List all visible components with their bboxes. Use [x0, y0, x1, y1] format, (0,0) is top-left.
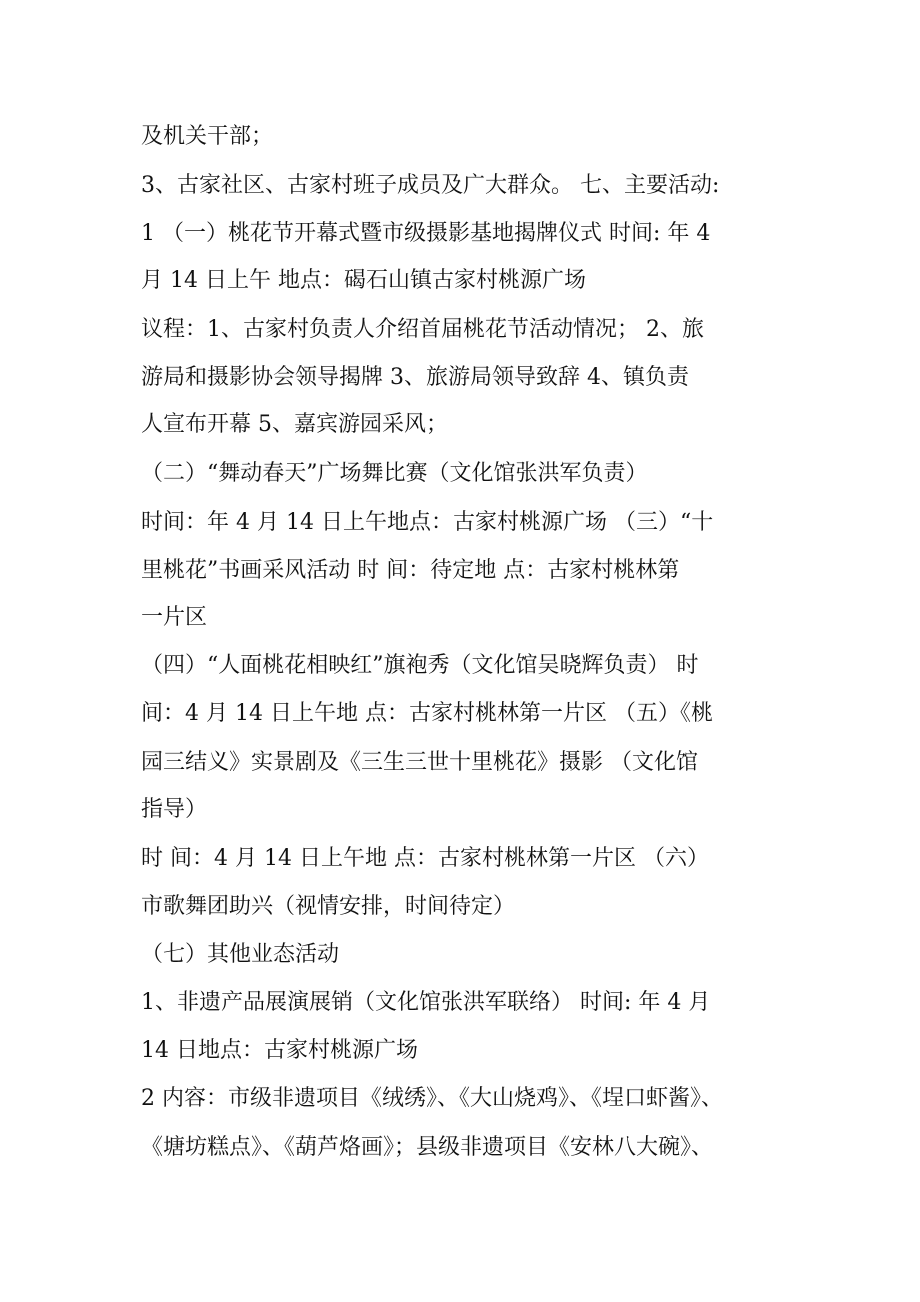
text-line: 人宣布开幕 5、嘉宾游园采风； — [141, 412, 448, 437]
text-line: 月 14 日上午 地点：碣石山镇古家村桃源广场 — [141, 268, 586, 293]
text-line: 1 （一）桃花节开幕式暨市级摄影基地揭牌仪式 时间: 年 4 — [141, 221, 711, 246]
text-line: 指导） — [141, 797, 208, 822]
text-line: （七）其他业态活动 — [141, 942, 340, 967]
text-line: 游局和摄影协会领导揭牌 3、旅游局领导致辞 4、镇负责 — [141, 365, 689, 390]
text-line: 3、古家社区、古家村班子成员及广大群众。 七、主要活动: — [141, 173, 720, 198]
text-line: 市歌舞团助兴（视情安排，时间待定） — [141, 894, 516, 919]
text-line: 及机关干部； — [141, 124, 274, 149]
text-line: 议程：1、古家村负责人介绍首届桃花节活动情况； 2、旅 — [141, 317, 704, 342]
text-line: 一片区 — [141, 605, 208, 630]
text-line: 14 日地点：古家村桃源广场 — [141, 1038, 418, 1063]
text-line: （二）“舞动春天”广场舞比赛（文化馆张洪军负责） — [141, 461, 648, 486]
text-line: 时间：年 4 月 14 日上午地点：古家村桃源广场 （三）“十 — [141, 510, 714, 535]
text-line: 园三结义》实景剧及《三生三世十里桃花》摄影 （文化馆 — [141, 750, 698, 775]
text-line: 间：4 月 14 日上午地 点：古家村桃林第一片区 （五）《桃 — [141, 701, 713, 726]
text-line: 1、非遗产品展演展销（文化馆张洪军联络） 时间: 年 4 月 — [141, 990, 711, 1015]
text-line: 里桃花”书画采风活动 时 间：待定地 点：古家村桃林第 — [141, 558, 680, 583]
text-line: （四）“人面桃花相映红”旗袍秀（文化馆吴晓辉负责） 时 — [141, 653, 699, 678]
text-line: 2 内容：市级非遗项目《绒绣》、《大山烧鸡》、《埕口虾酱》、 — [141, 1086, 723, 1111]
text-line: 时 间：4 月 14 日上午地 点：古家村桃林第一片区 （六） — [141, 846, 709, 871]
text-line: 《塘坊糕点》、《葫芦烙画》；县级非遗项目《安林八大碗》、 — [141, 1135, 714, 1160]
